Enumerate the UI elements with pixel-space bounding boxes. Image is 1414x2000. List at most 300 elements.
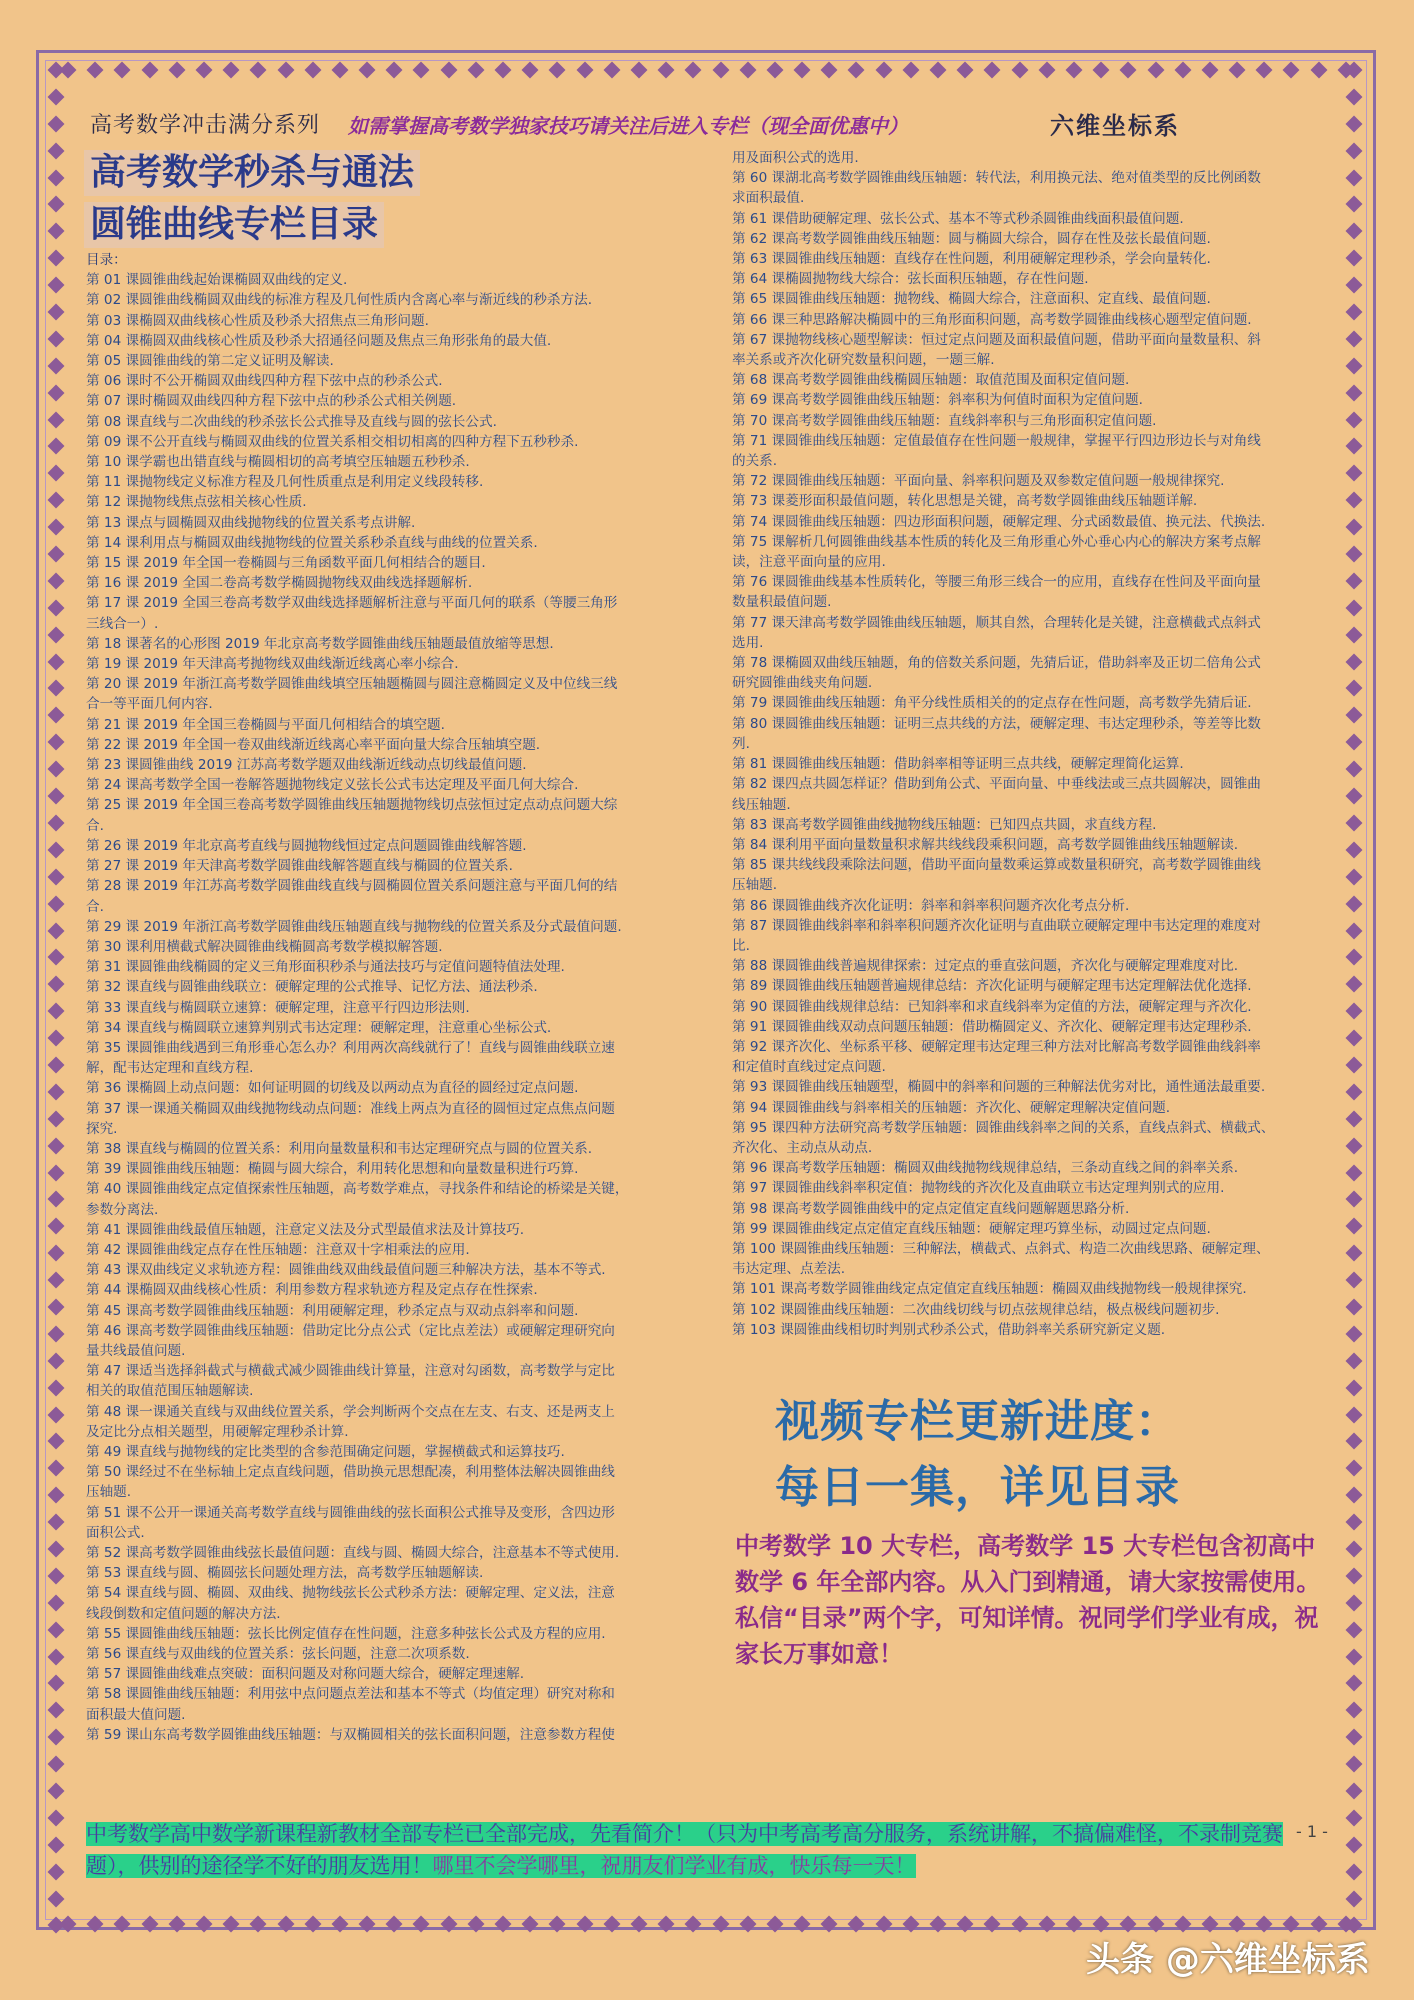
diamond-border-top [62, 64, 1352, 78]
toc-line: 第 05 课圆锥曲线的第二定义证明及解读. [86, 353, 334, 370]
diamond-ornament [48, 115, 65, 132]
toc-line: 第 98 课高考数学圆锥曲线中的定点定值定直线问题解题思路分析. [732, 1200, 1130, 1217]
diamond-ornament [168, 62, 185, 79]
toc-line: 的关系. [732, 453, 778, 470]
diamond-ornament [87, 1916, 104, 1933]
diamond-ornament [1346, 1056, 1363, 1073]
diamond-ornament [1346, 1567, 1363, 1584]
diamond-ornament [304, 1916, 321, 1933]
diamond-ornament [875, 62, 892, 79]
diamond-ornament [984, 62, 1001, 79]
toc-line: 第 65 课圆锥曲线压轴题：抛物线、椭圆大综合，注意面积、定直线、最值问题. [732, 291, 1211, 308]
diamond-ornament [48, 841, 65, 858]
diamond-ornament [821, 62, 838, 79]
diamond-ornament [48, 1003, 65, 1020]
diamond-ornament [48, 277, 65, 294]
diamond-ornament [549, 62, 566, 79]
toc-line: 第 39 课圆锥曲线压轴题：椭圆与圆大综合，利用转化思想和向量数量积进行巧算. [86, 1161, 579, 1178]
diamond-ornament [413, 62, 430, 79]
diamond-ornament [48, 707, 65, 724]
toc-line: 第 99 课圆锥曲线定点定值定直线压轴题：硬解定理巧算坐标，动圆过定点问题. [732, 1220, 1211, 1237]
toc-line: 第 06 课时不公开椭圆双曲线四种方程下弦中点的秒杀公式. [86, 373, 443, 390]
diamond-ornament [467, 1916, 484, 1933]
diamond-ornament [1346, 438, 1363, 455]
toc-line: 第 58 课圆锥曲线压轴题：利用弦中点问题点差法和基本不等式（均值定理）研究对称和 [86, 1686, 615, 1703]
diamond-ornament [549, 1916, 566, 1933]
toc-line: 第 94 课圆锥曲线与斜率相关的压轴题：齐次化、硬解定理解决定值问题. [732, 1099, 1171, 1116]
diamond-ornament [1346, 734, 1363, 751]
toc-line: 第 02 课圆锥曲线椭圆双曲线的标准方程及几何性质内含离心率与渐近线的秒杀方法. [86, 292, 593, 309]
toc-line: 齐次化、主动点从动点. [732, 1139, 873, 1156]
diamond-ornament [48, 1110, 65, 1127]
diamond-ornament [1346, 1245, 1363, 1262]
diamond-ornament [1174, 62, 1191, 79]
diamond-ornament [48, 680, 65, 697]
diamond-ornament [48, 1245, 65, 1262]
diamond-ornament [930, 1916, 947, 1933]
diamond-ornament [413, 1916, 430, 1933]
diamond-ornament [48, 357, 65, 374]
diamond-ornament [141, 1916, 158, 1933]
diamond-ornament [48, 1809, 65, 1826]
diamond-ornament [1346, 1003, 1363, 1020]
diamond-ornament [1346, 1621, 1363, 1638]
toc-line: 第 52 课高考数学圆锥曲线弦长最值问题：直线与圆、椭圆大综合，注意基本不等式使用. [86, 1545, 620, 1561]
toc-line: 第 86 课圆锥曲线齐次化证明：斜率和斜率积问题齐次化考点分析. [732, 897, 1130, 914]
toc-line: 第 14 课利用点与椭圆双曲线抛物线的位置关系秒杀直线与曲线的位置关系. [86, 534, 538, 551]
toc-line: 第 71 课圆锥曲线压轴题：定值最值存在性问题一般规律，掌握平行四边形边长与对角线 [732, 432, 1261, 449]
toc-left-list [86, 270, 684, 1745]
diamond-ornament [467, 62, 484, 79]
toc-line: 合一等平面几何内容. [86, 696, 213, 713]
diamond-ornament [603, 62, 620, 79]
toc-line: 第 10 课学霸也出错直线与椭圆相切的高考填空压轴题五秒秒杀. [86, 454, 470, 471]
course-description: 中考数学 10 大专栏，高考数学 15 大专栏包含初高中数学 6 年全部内容。从入门到精通，请大家按需使用。私信“目录”两个字，可知详情。祝同学们学业有成，祝家长万事如意！ [735, 1532, 1321, 1668]
toc-line: 第 42 课圆锥曲线定点存在性压轴题：注意双十字相乘法的应用. [86, 1241, 470, 1258]
toc-line: 第 21 课 2019 年全国三卷椭圆与平面几何相结合的填空题. [86, 716, 445, 733]
toc-line: 第 79 课圆锥曲线压轴题：角平分线性质相关的的定点存在性问题，高考数学先猜后证. [732, 695, 1252, 712]
diamond-ornament [195, 1916, 212, 1933]
diamond-ornament [1229, 62, 1246, 79]
diamond-ornament [1346, 115, 1363, 132]
diamond-ornament [48, 88, 65, 105]
toc-line: 压轴题. [732, 877, 778, 894]
diamond-ornament [48, 868, 65, 885]
diamond-ornament [1346, 250, 1363, 267]
diamond-ornament [1346, 868, 1363, 885]
diamond-ornament [114, 1916, 131, 1933]
diamond-ornament [1147, 62, 1164, 79]
diamond-ornament [1346, 519, 1363, 536]
diamond-ornament [930, 62, 947, 79]
video-progress-title: 视频专栏更新进度： [775, 1396, 1180, 1447]
diamond-ornament [1346, 761, 1363, 778]
diamond-ornament [48, 1594, 65, 1611]
diamond-ornament [48, 223, 65, 240]
toc-line: 数量积最值问题. [732, 594, 832, 611]
diamond-ornament [87, 62, 104, 79]
toc-line: 第 67 课抛物线核心题型解读：恒过定点问题及面积最值问题，借助平面向量数量积、斜 [732, 331, 1261, 348]
toc-line: 第 54 课直线与圆、椭圆、双曲线、抛物线弦长公式秒杀方法：硬解定理、定义法，注意 [86, 1585, 615, 1602]
diamond-ornament [984, 1916, 1001, 1933]
toc-line: 第 102 课圆锥曲线压轴题：二次曲线切线与切点弦规律总结，极点极线问题初步. [732, 1301, 1220, 1318]
diamond-ornament [1346, 1648, 1363, 1665]
toc-line: 第 04 课椭圆双曲线核心性质及秒杀大招通径问题及焦点三角形张角的最大值. [86, 332, 552, 349]
diamond-ornament [1346, 1756, 1363, 1773]
toc-line: 第 69 课高考数学圆锥曲线压轴题：斜率积为何值时面积为定值问题. [732, 392, 1143, 409]
diamond-ornament [48, 62, 65, 79]
diamond-ornament [1346, 1514, 1363, 1531]
diamond-ornament [848, 62, 865, 79]
diamond-ornament [576, 1916, 593, 1933]
toc-label: 目录： [86, 252, 127, 268]
toc-line: 第 89 课圆锥曲线压轴题普遍规律总结：齐次化证明与硬解定理韦达定理解法优化选择. [732, 978, 1252, 995]
toc-line: 第 55 课圆锥曲线压轴题：弦长比例定值存在性问题，注意多种弦长公式及方程的应用. [86, 1625, 606, 1642]
diamond-ornament [1346, 1406, 1363, 1423]
diamond-ornament [1346, 653, 1363, 670]
diamond-ornament [1346, 1083, 1363, 1100]
toc-line: 第 87 课圆锥曲线斜率和斜率积问题齐次化证明与直曲联立硬解定理中韦达定理的难度对 [732, 917, 1261, 934]
diamond-ornament [48, 1218, 65, 1235]
toc-line: 第 07 课时椭圆双曲线四种方程下弦中点的秒杀公式相关例题. [86, 393, 457, 410]
diamond-ornament [1346, 707, 1363, 724]
diamond-ornament [48, 1433, 65, 1450]
diamond-ornament [1346, 384, 1363, 401]
toc-line: 第 40 课圆锥曲线定点定值探索性压轴题，高考数学难点，寻找条件和结论的桥梁是关键， [86, 1181, 629, 1198]
toc-line: 第 35 课圆锥曲线遇到三角形垂心怎么办？利用两次高线就行了！直线与圆锥曲线联立速 [86, 1039, 615, 1056]
brand-name: 六维坐标系 [1050, 112, 1180, 140]
diamond-ornament [1346, 976, 1363, 993]
toc-right-list [732, 148, 1332, 1340]
toc-line: 第 20 课 2019 年浙江高考数学圆锥曲线填空压轴题椭圆与圆注意椭圆定义及中位线三线 [86, 676, 618, 693]
toc-line: 第 33 课直线与椭圆联立速算：硬解定理，注意平行四边形法则. [86, 999, 470, 1016]
toc-line: 第 73 课菱形面积最值问题，转化思想是关键，高考数学圆锥曲线压轴题详解. [732, 493, 1198, 510]
page-number: - 1 - [1296, 1822, 1328, 1841]
diamond-ornament [48, 1325, 65, 1342]
toc-line: 第 83 课高考数学圆锥曲线抛物线压轴题：已知四点共圆，求直线方程. [732, 816, 1157, 833]
footer-banner [86, 1818, 1288, 1882]
diamond-ornament [1201, 1916, 1218, 1933]
toc-line: 第 01 课圆锥曲线起始课椭圆双曲线的定义. [86, 272, 348, 289]
diamond-ornament [1011, 62, 1028, 79]
toc-line: 第 82 课四点共圆怎样证？借助到角公式、平面向量、中垂线法或三点共圆解决，圆锥曲 [732, 776, 1261, 793]
toc-line: 列. [732, 735, 750, 752]
diamond-ornament [168, 1916, 185, 1933]
toc-line: 比. [732, 937, 750, 954]
diamond-ornament [48, 1890, 65, 1907]
diamond-ornament [495, 62, 512, 79]
toc-line: 第 29 课 2019 年浙江高考数学圆锥曲线压轴题直线与抛物线的位置关系及分式最值问题. [86, 918, 622, 935]
diamond-ornament [1346, 1540, 1363, 1557]
diamond-ornament [48, 411, 65, 428]
toc-line: 合. [86, 817, 104, 834]
toc-line: 第 27 课 2019 年天津高考数学圆锥曲线解答题直线与椭圆的位置关系. [86, 858, 513, 875]
toc-line: 选用. [732, 634, 764, 651]
diamond-ornament [902, 1916, 919, 1933]
diamond-ornament [48, 1352, 65, 1369]
diamond-ornament [48, 304, 65, 321]
toc-line: 第 34 课直线与椭圆联立速算判别式韦达定理：硬解定理，注意重心坐标公式. [86, 1019, 552, 1036]
diamond-ornament [1147, 1916, 1164, 1933]
toc-line: 研究圆锥曲线夹角问题. [732, 675, 873, 692]
diamond-ornament [1346, 1863, 1363, 1880]
diamond-ornament [1346, 1702, 1363, 1719]
diamond-ornament [48, 492, 65, 509]
toc-line: 压轴题. [86, 1484, 132, 1501]
diamond-ornament [48, 142, 65, 159]
toc-line: 第 49 课直线与抛物线的定比类型的含参范围确定问题，掌握横截式和运算技巧. [86, 1443, 565, 1460]
toc-line: 第 08 课直线与二次曲线的秒杀弦长公式推导及直线与圆的弦长公式. [86, 413, 497, 430]
diamond-ornament [1346, 411, 1363, 428]
toc-line: 第 95 课四种方法研究高考数学压轴题：圆锥曲线斜率之间的关系，直线点斜式、横截式、 [732, 1119, 1275, 1136]
toc-line: 第 88 课圆锥曲线普遍规律探索：过定点的垂直弦问题，齐次化与硬解定理难度对比. [732, 958, 1239, 975]
diamond-ornament [1201, 62, 1218, 79]
diamond-ornament [1256, 1916, 1273, 1933]
diamond-ornament [48, 572, 65, 589]
toc-line: 第 84 课利用平面向量数量积求解共线线段乘积问题，高考数学圆锥曲线压轴题解读. [732, 836, 1239, 853]
toc-line: 第 59 课山东高考数学圆锥曲线压轴题：与双椭圆相关的弦长面积问题，注意参数方程使 [86, 1726, 615, 1743]
diamond-ornament [658, 62, 675, 79]
diamond-ornament [386, 1916, 403, 1933]
diamond-ornament [48, 949, 65, 966]
toc-line: 解，配韦达定理和直线方程. [86, 1060, 254, 1077]
diamond-ornament [1346, 1460, 1363, 1477]
toc-line: 率关系或齐次化研究数量积问题，一题三解. [732, 352, 995, 369]
diamond-ornament [1346, 949, 1363, 966]
diamond-ornament [1310, 62, 1327, 79]
diamond-ornament [1346, 626, 1363, 643]
diamond-ornament [48, 788, 65, 805]
toc-line: 第 38 课直线与椭圆的位置关系：利用向量数量积和韦达定理研究点与圆的位置关系. [86, 1140, 593, 1157]
diamond-ornament [1310, 1916, 1327, 1933]
diamond-ornament [359, 62, 376, 79]
toc-line: 第 74 课圆锥曲线压轴题：四边形面积问题，硬解定理、分式函数最值、换元法、代换法. [732, 513, 1266, 530]
diamond-ornament [48, 1836, 65, 1853]
diamond-ornament [821, 1916, 838, 1933]
toc-line: 参数分离法. [86, 1201, 159, 1218]
toc-line: 第 46 课高考数学圆锥曲线压轴题：借助定比分点公式（定比点差法）或硬解定理研究向 [86, 1322, 615, 1339]
video-progress-subtitle: 每日一集，详见目录 [775, 1462, 1180, 1513]
diamond-ornament [1283, 1916, 1300, 1933]
toc-line: 第 16 课 2019 全国二卷高考数学椭圆抛物线双曲线选择题解析. [86, 575, 473, 592]
diamond-ornament [48, 1648, 65, 1665]
diamond-ornament [495, 1916, 512, 1933]
diamond-ornament [1346, 142, 1363, 159]
diamond-ornament [685, 62, 702, 79]
toc-line: 三线合一）. [86, 615, 159, 632]
diamond-ornament [522, 1916, 539, 1933]
diamond-ornament [630, 1916, 647, 1933]
toc-line: 第 68 课高考数学圆锥曲线椭圆压轴题：取值范围及面积定值问题. [732, 372, 1130, 389]
toc-line: 第 17 课 2019 全国三卷高考数学双曲线选择题解析注意与平面几何的联系（等腰三角形 [86, 595, 618, 612]
toc-line: 第 63 课圆锥曲线压轴题：直线存在性问题，利用硬解定理秒杀，学会向量转化. [732, 251, 1211, 268]
diamond-ornament [48, 546, 65, 563]
diamond-ornament [440, 62, 457, 79]
diamond-ornament [1346, 1298, 1363, 1315]
diamond-ornament [1346, 922, 1363, 939]
diamond-ornament [359, 1916, 376, 1933]
diamond-ornament [1346, 465, 1363, 482]
diamond-ornament [48, 1621, 65, 1638]
diamond-ornament [48, 1379, 65, 1396]
diamond-ornament [114, 62, 131, 79]
toc-line: 第 61 课借助硬解定理、弦长公式、基本不等式秒杀圆锥曲线面积最值问题. [732, 210, 1184, 227]
toc-line: 第 18 课著名的心形图 2019 年北京高考数学圆锥曲线压轴题最值放缩等思想. [86, 635, 554, 652]
diamond-ornament [1346, 1487, 1363, 1504]
diamond-ornament [440, 1916, 457, 1933]
diamond-ornament [48, 250, 65, 267]
diamond-ornament [712, 1916, 729, 1933]
toc-line: 第 44 课椭圆双曲线核心性质：利用参数方程求轨迹方程及定点存在性探索. [86, 1282, 538, 1299]
diamond-ornament [48, 626, 65, 643]
toc-line: 第 70 课高考数学圆锥曲线压轴题：直线斜率积与三角形面积定值问题. [732, 412, 1157, 429]
diamond-ornament [48, 1729, 65, 1746]
diamond-ornament [875, 1916, 892, 1933]
diamond-ornament [1346, 1272, 1363, 1289]
diamond-ornament [1093, 1916, 1110, 1933]
diamond-ornament [48, 1164, 65, 1181]
toc-line: 第 24 课高考数学全国一卷解答题抛物线定义弦长公式韦达定理及平面几何大综合. [86, 777, 579, 794]
diamond-ornament [766, 1916, 783, 1933]
diamond-ornament [766, 62, 783, 79]
diamond-ornament [48, 599, 65, 616]
diamond-ornament [1346, 169, 1363, 186]
toc-line: 第 50 课经过不在坐标轴上定点直线问题，借助换元思想配凑，利用整体法解决圆锥曲线 [86, 1464, 615, 1481]
diamond-ornament [48, 895, 65, 912]
diamond-ornament [603, 1916, 620, 1933]
toc-line: 合. [86, 898, 104, 915]
toc-line: 第 92 课齐次化、坐标系平移、硬解定理韦达定理三种方法对比解高考数学圆锥曲线斜率 [732, 1038, 1261, 1055]
toc-line: 第 25 课 2019 年全国三卷高考数学圆锥曲线压轴题抛物线切点弦恒过定点动点问题大综 [86, 797, 618, 814]
diamond-ornament [1346, 1433, 1363, 1450]
toc-line: 第 103 课圆锥曲线相切时判别式秒杀公式，借助斜率关系研究新定义题. [732, 1321, 1166, 1338]
toc-line: 第 66 课三种思路解决椭圆中的三角形面积问题，高考数学圆锥曲线核心题型定值问题. [732, 311, 1252, 328]
diamond-ornament [1346, 1594, 1363, 1611]
toc-line: 韦达定理、点差法. [732, 1261, 846, 1278]
toc-line: 第 22 课 2019 年全国一卷双曲线渐近线离心率平面向量大综合压轴填空题. [86, 736, 541, 753]
diamond-ornament [522, 62, 539, 79]
toc-line: 第 43 课双曲线定义求轨迹方程：圆锥曲线双曲线最值问题三种解决方法，基本不等式. [86, 1262, 606, 1279]
diamond-ornament [1011, 1916, 1028, 1933]
diamond-ornament [48, 1272, 65, 1289]
page-subtitle: 圆锥曲线专栏目录 [84, 202, 384, 248]
diamond-ornament [48, 196, 65, 213]
diamond-ornament [48, 1783, 65, 1800]
diamond-ornament [386, 62, 403, 79]
toc-line: 第 62 课高考数学圆锥曲线压轴题：圆与椭圆大综合，圆存在性及弦长最值问题. [732, 230, 1211, 247]
diamond-ornament [48, 1675, 65, 1692]
toc-left-column [86, 250, 684, 1745]
diamond-ornament [1120, 62, 1137, 79]
diamond-ornament [1346, 1137, 1363, 1154]
diamond-ornament [1038, 62, 1055, 79]
diamond-ornament [48, 1030, 65, 1047]
diamond-ornament [630, 62, 647, 79]
diamond-ornament [48, 169, 65, 186]
diamond-border-right [1348, 64, 1362, 1932]
diamond-ornament [1346, 492, 1363, 509]
toc-right-column [732, 148, 1332, 1340]
diamond-ornament [1346, 330, 1363, 347]
toc-line: 第 37 课一课通关椭圆双曲线抛物线动点问题：准线上两点为直径的圆恒过定点焦点问题 [86, 1100, 615, 1117]
toc-line: 第 80 课圆锥曲线压轴题：证明三点共线的方法，硬解定理、韦达定理秒杀，等差等比数 [732, 715, 1261, 732]
diamond-ornament [250, 62, 267, 79]
toc-line: 第 13 课点与圆椭圆双曲线抛物线的位置关系考点讲解. [86, 514, 416, 531]
diamond-ornament [1093, 62, 1110, 79]
diamond-ornament [848, 1916, 865, 1933]
toc-line: 第 26 课 2019 年北京高考直线与圆抛物线恒过定点问题圆锥曲线解答题. [86, 837, 527, 854]
diamond-ornament [739, 62, 756, 79]
diamond-ornament [48, 1917, 65, 1934]
toc-line: 第 31 课圆锥曲线椭圆的定义三角形面积秒杀与通法技巧与定值问题特值法处理. [86, 959, 565, 976]
diamond-ornament [712, 62, 729, 79]
diamond-ornament [48, 1298, 65, 1315]
diamond-ornament [1229, 1916, 1246, 1933]
diamond-ornament [1120, 1916, 1137, 1933]
diamond-ornament [1346, 1191, 1363, 1208]
toc-line: 第 09 课不公开直线与椭圆双曲线的位置关系相交相切相离的四种方程下五秒秒杀. [86, 433, 579, 450]
diamond-ornament [277, 62, 294, 79]
toc-line: 第 32 课直线与圆锥曲线联立：硬解定理的公式推导、记忆方法、通法秒杀. [86, 979, 538, 996]
page-title: 高考数学秒杀与通法 [84, 150, 420, 196]
diamond-ornament [794, 1916, 811, 1933]
toc-line: 第 11 课抛物线定义标准方程及几何性质重点是利用定义线段转移. [86, 474, 484, 491]
diamond-border-bottom [62, 1918, 1352, 1932]
diamond-ornament [48, 976, 65, 993]
toc-line: 第 100 课圆锥曲线压轴题：三种解法，横截式、点斜式、构造二次曲线思路、硬解定理、 [732, 1240, 1270, 1257]
diamond-ornament [277, 1916, 294, 1933]
diamond-ornament [1038, 1916, 1055, 1933]
toc-line: 第 41 课圆锥曲线最值压轴题，注意定义法及分式型最值求法及计算技巧. [86, 1221, 525, 1238]
diamond-ornament [141, 62, 158, 79]
toc-line: 探究. [86, 1120, 118, 1137]
diamond-ornament [304, 62, 321, 79]
diamond-ornament [48, 1756, 65, 1773]
diamond-ornament [957, 1916, 974, 1933]
diamond-ornament [794, 62, 811, 79]
toc-line: 第 47 课适当选择斜截式与横截式减少圆锥曲线计算量，注意对勾函数，高考数学与定比 [86, 1363, 615, 1380]
diamond-ornament [48, 1702, 65, 1719]
diamond-ornament [1346, 196, 1363, 213]
diamond-ornament [1346, 814, 1363, 831]
toc-line: 第 30 课利用横截式解决圆锥曲线椭圆高考数学模拟解答题. [86, 938, 443, 955]
banner-highlight-text: 中考数学高中数学新课程新教材全部专栏已全部完成，先看简介！（只为中考高考高分服务，系统讲解，不搞偏难怪，不录制竞赛题），供别的途径学不好的朋友选用！ [86, 1822, 1283, 1878]
diamond-ornament [195, 62, 212, 79]
toc-line: 第 48 课一课通关直线与双曲线位置关系，学会判断两个交点在左支、右支、还是两支上 [86, 1403, 615, 1420]
diamond-ornament [48, 1406, 65, 1423]
diamond-ornament [48, 1137, 65, 1154]
diamond-ornament [1174, 1916, 1191, 1933]
diamond-ornament [223, 62, 240, 79]
series-title: 高考数学冲击满分系列 [90, 113, 321, 138]
toc-line: 面积最大值问题. [86, 1706, 186, 1723]
toc-line: 第 60 课湖北高考数学圆锥曲线压轴题：转代法，利用换元法、绝对值类型的反比例函数 [732, 170, 1261, 187]
diamond-ornament [1346, 1809, 1363, 1826]
diamond-ornament [48, 1191, 65, 1208]
diamond-ornament [1346, 841, 1363, 858]
toc-line: 第 28 课 2019 年江苏高考数学圆锥曲线直线与圆椭圆位置关系问题注意与平面几何的结 [86, 878, 618, 895]
diamond-ornament [1346, 1890, 1363, 1907]
diamond-ornament [902, 62, 919, 79]
toc-line: 第 36 课椭圆上动点问题：如何证明圆的切线及以两动点为直径的圆经过定点问题. [86, 1080, 579, 1097]
toc-line: 相关的取值范围压轴题解读. [86, 1383, 254, 1400]
toc-line: 线压轴题. [732, 796, 791, 813]
diamond-ornament [1346, 88, 1363, 105]
diamond-ornament [48, 922, 65, 939]
toc-line: 第 93 课圆锥曲线压轴题型，椭圆中的斜率和问题的三种解法优劣对比，通性通法最重要. [732, 1079, 1266, 1096]
diamond-ornament [1346, 599, 1363, 616]
diamond-ornament [223, 1916, 240, 1933]
